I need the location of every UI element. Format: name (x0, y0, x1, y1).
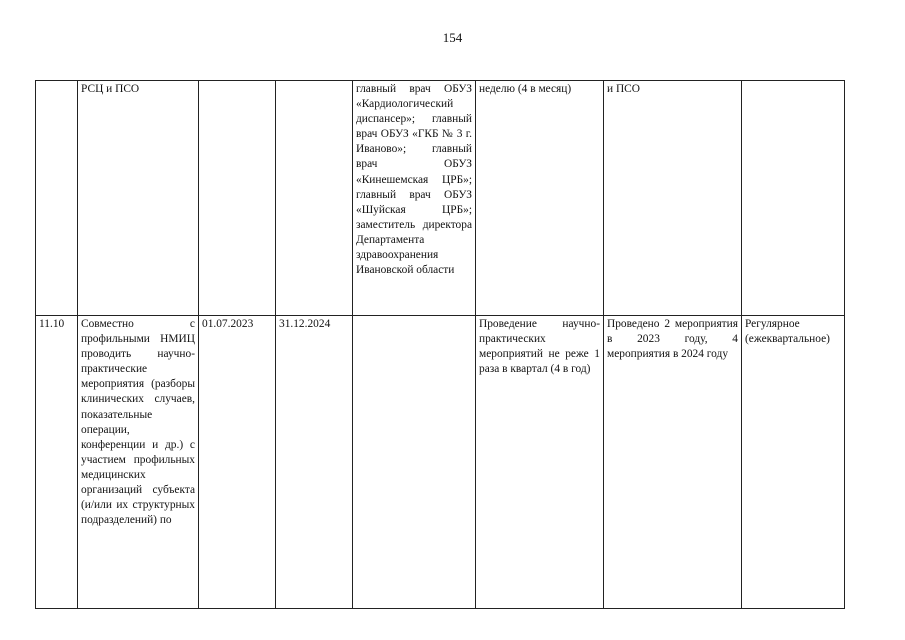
cell-frequency: Регулярное (ежеквартальное) (742, 316, 845, 609)
cell-responsible (353, 316, 476, 609)
cell-start-date (199, 81, 276, 316)
cell-responsible: главный врач ОБУЗ «Кардиологический диспансер»; главный врач ОБУЗ «ГКБ № 3 г. Иваново»; главный врач ОБУЗ «Кинешемская ЦРБ»; главный врач ОБУЗ «Шуйская ЦРБ»; заместитель директора Департамента здравоохранения Ивановской области (353, 81, 476, 316)
cell-activity: РСЦ и ПСО (78, 81, 199, 316)
cell-start-date: 01.07.2023 (199, 316, 276, 609)
table-row (36, 316, 845, 609)
cell-status: и ПСО (604, 81, 742, 316)
cell-activity: Совместно с профильными НМИЦ проводить научно-практические мероприятия (разборы клинических случаев, показательные операции, конференции и др.) с участием профильных медицинских организаций субъекта (и/или их структурных подразделений) по (78, 316, 199, 609)
cell-end-date (276, 81, 353, 316)
cell-frequency (742, 81, 845, 316)
cell-end-date: 31.12.2024 (276, 316, 353, 609)
table-row (36, 81, 845, 316)
cell-status: Проведено 2 мероприятия в 2023 году, 4 мероприятия в 2024 году (604, 316, 742, 609)
cell-number (36, 81, 78, 316)
cell-result: неделю (4 в месяц) (476, 81, 604, 316)
page-number: 154 (442, 30, 463, 45)
plan-table (35, 80, 845, 609)
cell-result: Проведение научно-практических мероприятий не реже 1 раза в квартал (4 в год) (476, 316, 604, 609)
cell-number: 11.10 (36, 316, 78, 609)
